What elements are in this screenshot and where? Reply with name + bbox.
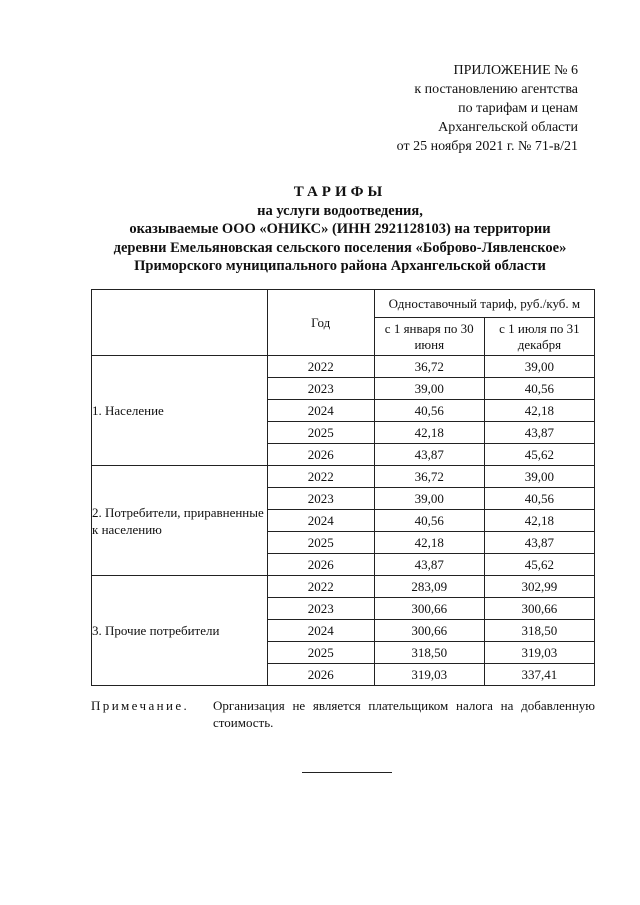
tariff-h2-cell: 42,18 — [484, 400, 594, 422]
tariff-h1-cell: 43,87 — [374, 554, 484, 576]
year-cell: 2023 — [267, 598, 374, 620]
tariff-h1-cell: 36,72 — [374, 356, 484, 378]
tariff-h1-cell: 39,00 — [374, 488, 484, 510]
header-period-1: с 1 января по 30 июня — [374, 318, 484, 356]
category-cell: 2. Потребители, приравненные к населению — [92, 466, 268, 576]
tariff-h1-cell: 39,00 — [374, 378, 484, 400]
header-empty-cell — [92, 290, 268, 356]
tariff-h1-cell: 318,50 — [374, 642, 484, 664]
tariff-h2-cell: 337,41 — [484, 664, 594, 686]
tariff-h1-cell: 300,66 — [374, 598, 484, 620]
note-text: Организация не является плательщиком налога на добавленную стоимость. — [213, 698, 595, 730]
table-row — [92, 466, 595, 488]
title-main: ТАРИФЫ — [293, 184, 387, 200]
header-period-2: с 1 июля по 31 декабря — [484, 318, 594, 356]
tariff-h1-cell: 319,03 — [374, 664, 484, 686]
tariff-h2-cell: 42,18 — [484, 510, 594, 532]
year-cell: 2026 — [267, 444, 374, 466]
tariff-h2-cell: 45,62 — [484, 444, 594, 466]
year-cell: 2023 — [267, 378, 374, 400]
tariff-h2-cell: 40,56 — [484, 488, 594, 510]
tariff-h2-cell: 302,99 — [484, 576, 594, 598]
note-label: Примечание. — [91, 698, 190, 713]
year-cell: 2025 — [267, 642, 374, 664]
year-cell: 2025 — [267, 532, 374, 554]
header-tariff: Одноставочный тариф, руб./куб. м — [374, 290, 594, 318]
appendix-date: от 25 ноября 2021 г. № 71-в/21 — [396, 139, 578, 154]
table-row — [92, 576, 595, 598]
tariff-h2-cell: 45,62 — [484, 554, 594, 576]
tariff-h1-cell: 36,72 — [374, 466, 484, 488]
year-cell: 2024 — [267, 620, 374, 642]
tariff-h1-cell: 40,56 — [374, 400, 484, 422]
year-cell: 2026 — [267, 664, 374, 686]
tariff-h2-cell: 40,56 — [484, 378, 594, 400]
year-cell: 2022 — [267, 356, 374, 378]
title-line: Приморского муниципального района Архангельской области — [134, 258, 546, 274]
header-year: Год — [267, 290, 374, 356]
tariff-h2-cell: 43,87 — [484, 422, 594, 444]
year-cell: 2025 — [267, 422, 374, 444]
tariff-h1-cell: 42,18 — [374, 532, 484, 554]
year-cell: 2023 — [267, 488, 374, 510]
appendix-title: ПРИЛОЖЕНИЕ № 6 — [453, 63, 578, 78]
document-title — [80, 183, 600, 276]
tariff-h2-cell: 43,87 — [484, 532, 594, 554]
tariff-h1-cell: 300,66 — [374, 620, 484, 642]
appendix-header — [300, 61, 578, 156]
year-cell: 2026 — [267, 554, 374, 576]
tariff-h2-cell: 319,03 — [484, 642, 594, 664]
tariff-h2-cell: 39,00 — [484, 466, 594, 488]
title-line: на услуги водоотведения, — [257, 202, 423, 219]
title-line: деревни Емельяновская сельского поселения «Боброво-Лявленское» — [113, 239, 567, 256]
year-cell: 2022 — [267, 466, 374, 488]
title-line: оказываемые ООО «ОНИКС» (ИНН 2921128103) на территории — [129, 221, 551, 237]
year-cell: 2022 — [267, 576, 374, 598]
divider-line — [302, 772, 392, 773]
tariff-table — [91, 289, 595, 686]
tariff-h2-cell: 318,50 — [484, 620, 594, 642]
year-cell: 2024 — [267, 510, 374, 532]
tariff-h1-cell: 283,09 — [374, 576, 484, 598]
appendix-line: к постановлению агентства — [414, 82, 578, 97]
year-cell: 2024 — [267, 400, 374, 422]
table-row — [92, 356, 595, 378]
appendix-line: Архангельской области — [438, 120, 578, 135]
tariff-h1-cell: 42,18 — [374, 422, 484, 444]
appendix-line: по тарифам и ценам — [458, 101, 578, 116]
category-cell: 1. Население — [92, 356, 268, 466]
tariff-h2-cell: 39,00 — [484, 356, 594, 378]
tariff-h1-cell: 43,87 — [374, 444, 484, 466]
tariff-h2-cell: 300,66 — [484, 598, 594, 620]
category-cell: 3. Прочие потребители — [92, 576, 268, 686]
tariff-h1-cell: 40,56 — [374, 510, 484, 532]
